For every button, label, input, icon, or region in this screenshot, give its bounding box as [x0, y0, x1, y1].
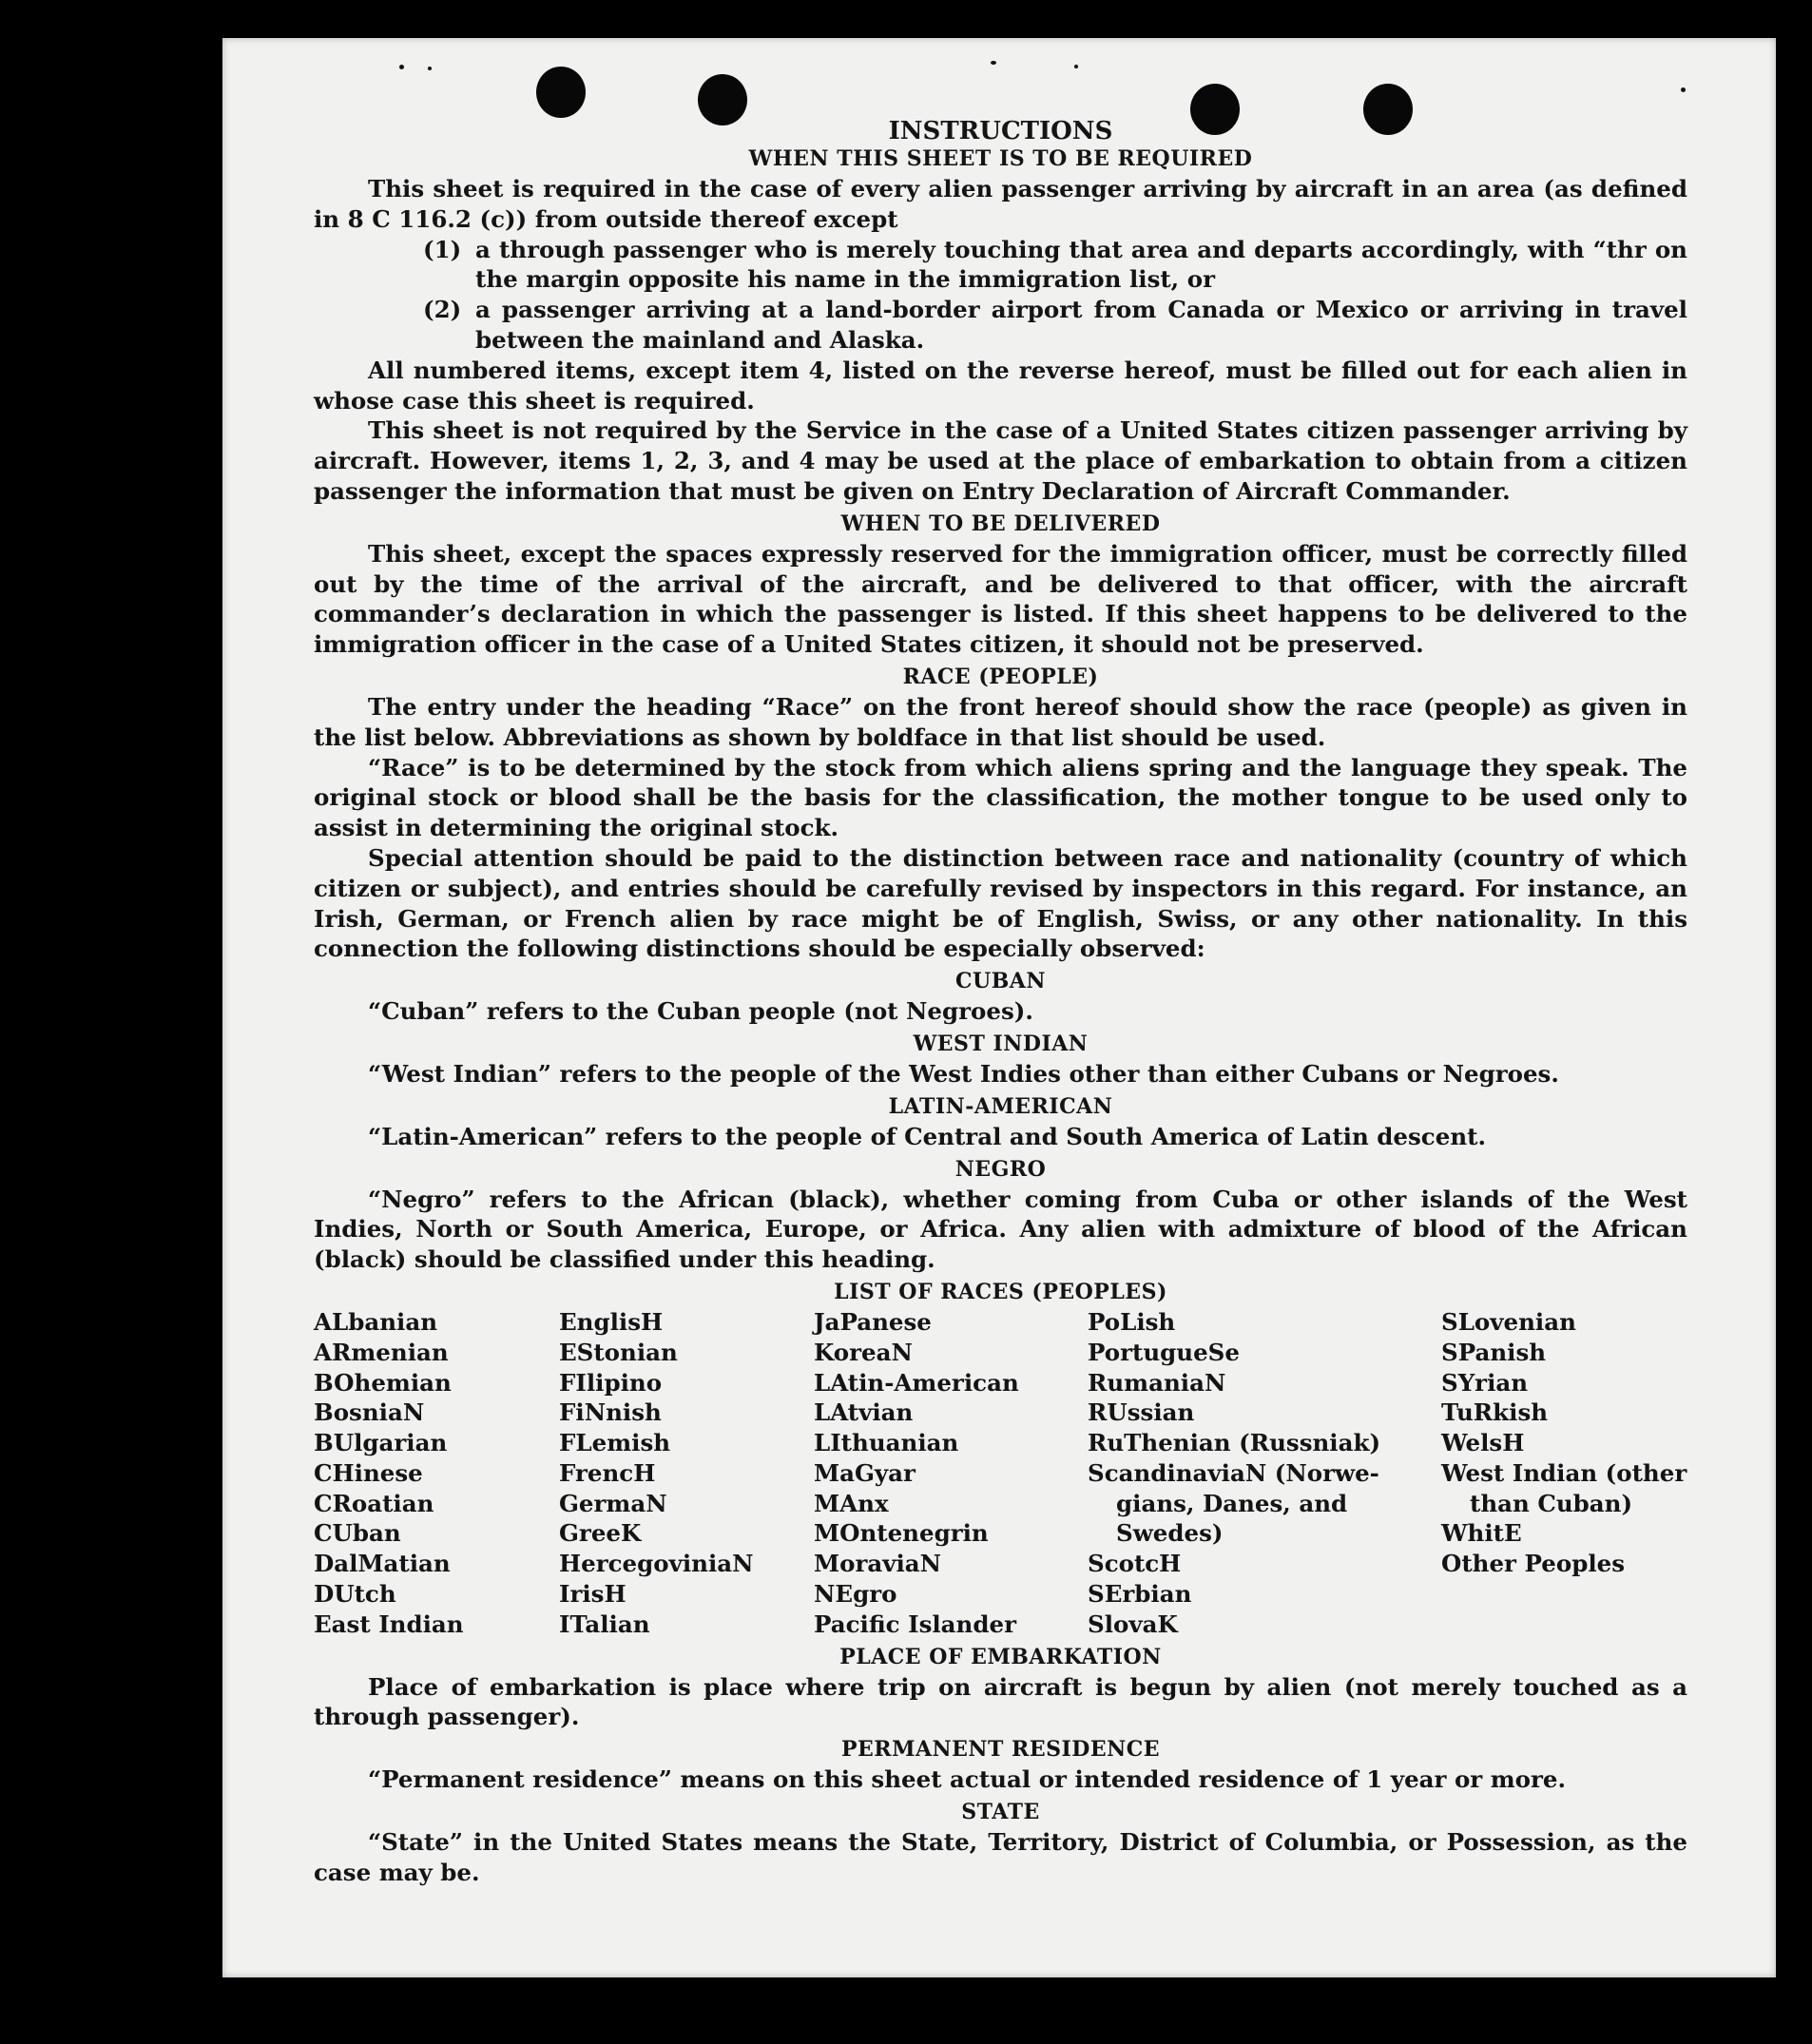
race-item: WelsH [1441, 1429, 1525, 1457]
race-item: ITalian [559, 1610, 650, 1638]
paragraph: “Negro” refers to the African (black), whether coming from Cuba or other islands of the West Indies, North or South America, Europe, or Africa. Any alien with admixture of blood of the African (black) should be classified under this heading. [314, 1185, 1687, 1274]
race-item: TuRkish [1441, 1398, 1549, 1427]
race-item: RUssian [1088, 1398, 1195, 1427]
race-item: MoraviaN [814, 1550, 942, 1578]
race-item: ScandinaviaN (Norwe- [1088, 1458, 1379, 1487]
instructions-body [314, 116, 1687, 1888]
race-item: Swedes) [1116, 1519, 1224, 1548]
paragraph: “West Indian” refers to the people of the West Indies other than either Cubans or Negroes. [368, 1059, 1559, 1088]
paragraph: Place of embarkation is place where trip on aircraft is begun by alien (not merely touched as a through passenger). [314, 1672, 1687, 1731]
race-item: RumaniaN [1088, 1368, 1226, 1397]
list-item-text: a passenger arriving at a land-border airport from Canada or Mexico or arriving in travel between the mainland and Alaska. [475, 296, 1687, 354]
race-item: LAtin-American [814, 1368, 1019, 1397]
race-list [314, 1307, 1687, 1640]
list-item-text: a through passenger who is merely touching that area and departs accordingly, with “thr on the margin opposite his name in the immigration list, or [475, 235, 1687, 294]
paragraph: “Race” is to be determined by the stock from which aliens spring and the language they speak. The original stock or blood shall be the basis for the classification, the mother tongue to be used only to assist in determining the original stock. [314, 753, 1687, 842]
race-item: DalMatian [314, 1550, 451, 1578]
race-item: ScotcH [1088, 1550, 1182, 1578]
race-item: EnglisH [559, 1307, 664, 1336]
race-item: NEgro [814, 1580, 897, 1609]
race-item: than Cuban) [1470, 1489, 1633, 1517]
list-item-number: (1) [423, 235, 462, 263]
paragraph: Special attention should be paid to the distinction between race and nationality (country of which citizen or subject), and entries should be carefully revised by inspectors in this regard. For instance, an Irish, German, or French alien by race might be of English, Swiss, or any other nationality. In this connection the following distinctions should be especially observed: [314, 843, 1687, 963]
race-item: HercegoviniaN [559, 1550, 754, 1578]
heading-when-delivered: WHEN TO BE DELIVERED [840, 511, 1161, 536]
race-item: KoreaN [814, 1338, 913, 1366]
race-item: PoLish [1088, 1307, 1176, 1336]
punch-hole-1 [536, 67, 586, 118]
race-item: FIlipino [559, 1368, 663, 1397]
heading-permanent-residence: PERMANENT RESIDENCE [841, 1737, 1160, 1763]
list-item [314, 295, 1687, 356]
race-item: ARmenian [314, 1338, 449, 1366]
race-item: SYrian [1441, 1368, 1529, 1397]
race-item: gians, Danes, and [1116, 1489, 1348, 1517]
race-item: Other Peoples [1441, 1550, 1626, 1578]
race-item: BOhemian [314, 1368, 452, 1397]
race-column [314, 1307, 559, 1640]
race-item: Pacific Islander [814, 1610, 1016, 1638]
race-item: BosniaN [314, 1398, 425, 1427]
heading-negro: NEGRO [954, 1156, 1047, 1182]
race-item: West Indian (other [1441, 1458, 1687, 1487]
race-item: FrencH [559, 1458, 656, 1487]
race-item: SLovenian [1441, 1307, 1576, 1336]
list-item [314, 235, 1687, 296]
race-column [814, 1307, 1088, 1640]
race-item: WhitE [1441, 1519, 1522, 1548]
race-item: LIthuanian [814, 1429, 959, 1457]
race-item: BUlgarian [314, 1429, 448, 1457]
race-item: East Indian [314, 1610, 464, 1638]
race-column [1441, 1307, 1687, 1640]
paragraph: All numbered items, except item 4, listed on the reverse hereof, must be filled out for each alien in whose case this sheet is required. [314, 356, 1687, 415]
list-item-number: (2) [423, 296, 462, 324]
race-item: FiNnish [559, 1398, 662, 1427]
race-column [1088, 1307, 1441, 1640]
heading-list-of-races: LIST OF RACES (PEOPLES) [834, 1279, 1167, 1304]
race-item: CRoatian [314, 1489, 434, 1517]
race-item: GreeK [559, 1519, 642, 1548]
paragraph: “State” in the United States means the State, Territory, District of Columbia, or Possession, as the case may be. [314, 1828, 1687, 1886]
race-item: SPanish [1441, 1338, 1547, 1366]
print-speck [428, 67, 432, 70]
race-item: FLemish [559, 1429, 671, 1457]
race-item: ALbanian [314, 1307, 438, 1336]
heading-race: RACE (PEOPLE) [902, 664, 1099, 689]
heading-latin-american: LATIN-AMERICAN [888, 1093, 1113, 1119]
paragraph: “Permanent residence” means on this sheet actual or intended residence of 1 year or more. [368, 1765, 1567, 1794]
paragraph: This sheet is required in the case of every alien passenger arriving by aircraft in an area (as defined in 8 C 116.2 (c)) from outside thereof except [314, 175, 1687, 233]
document-page [222, 38, 1776, 1977]
race-item: PortugueSe [1088, 1338, 1240, 1366]
print-speck [1074, 65, 1078, 68]
race-item: MaGyar [814, 1458, 916, 1487]
document-title: INSTRUCTIONS [888, 117, 1113, 145]
heading-west-indian: WEST INDIAN [913, 1031, 1089, 1056]
paragraph: “Cuban” refers to the Cuban people (not Negroes). [368, 997, 1033, 1026]
heading-state: STATE [961, 1800, 1040, 1825]
print-speck [991, 61, 996, 65]
race-item: IrisH [559, 1580, 626, 1609]
heading-cuban: CUBAN [955, 969, 1046, 994]
print-speck [1681, 87, 1686, 92]
heading-place-of-embarkation: PLACE OF EMBARKATION [839, 1644, 1162, 1669]
paragraph: “Latin-American” refers to the people of Central and South America of Latin descent. [368, 1122, 1486, 1150]
race-column [559, 1307, 814, 1640]
paragraph: The entry under the heading “Race” on the front hereof should show the race (people) as given in the list below. Abbreviations as shown by boldface in that list should be used. [314, 692, 1687, 751]
race-item: MOntenegrin [814, 1519, 989, 1548]
race-item: CHinese [314, 1458, 423, 1487]
race-item: MAnx [814, 1489, 889, 1517]
race-item: EStonian [559, 1338, 678, 1366]
race-item: JaPanese [814, 1307, 932, 1336]
race-item: SErbian [1088, 1580, 1192, 1609]
race-item: SlovaK [1088, 1610, 1178, 1638]
race-item: LAtvian [814, 1398, 914, 1427]
heading-when-required: WHEN THIS SHEET IS TO BE REQUIRED [748, 146, 1253, 171]
print-speck [399, 65, 404, 69]
race-item: RuThenian (Russniak) [1088, 1429, 1381, 1457]
paragraph: This sheet, except the spaces expressly reserved for the immigration officer, must be correctly filled out by the time of the arrival of the aircraft, and be delivered to that officer, with the aircraft commander’s declaration in which the passenger is listed. If this sheet happens to be delivered to the immigration officer in the case of a United States citizen, it should not be preserved. [314, 539, 1687, 659]
race-item: CUban [314, 1519, 401, 1548]
paragraph: This sheet is not required by the Service in the case of a United States citizen passenger arriving by aircraft. However, items 1, 2, 3, and 4 may be used at the place of embarkation to obtain from a citizen passenger the information that must be given on Entry Declaration of Aircraft Commander. [314, 416, 1687, 505]
race-item: GermaN [559, 1489, 667, 1517]
race-item: DUtch [314, 1580, 396, 1609]
